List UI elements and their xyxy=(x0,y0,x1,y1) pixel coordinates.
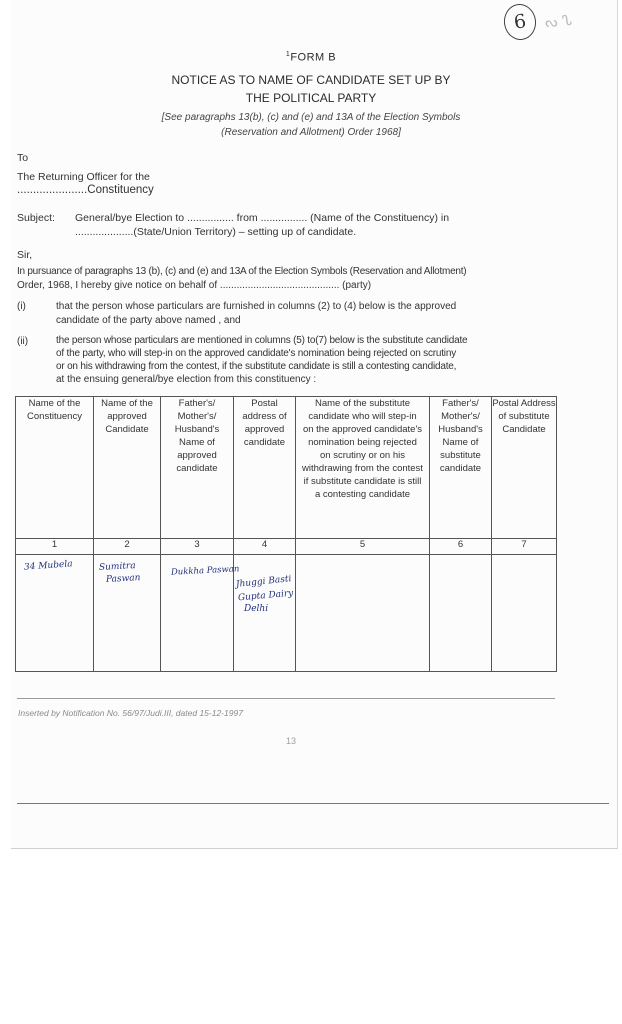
column-number: 4 xyxy=(234,539,296,555)
item-ii-line-4: at the ensuing general/bye election from this constituency : xyxy=(56,374,317,385)
bottom-rule xyxy=(17,803,609,804)
column-number: 6 xyxy=(430,539,492,555)
item-ii-line-3: or on his withdrawing from the contest, if the substitute candidate is still a contesting candidate, xyxy=(56,361,457,372)
header-substitute-address: Postal Address of substitute Candidate xyxy=(492,397,557,539)
candidate-table xyxy=(15,396,557,672)
column-number: 3 xyxy=(161,539,234,555)
handwritten-address-line-3: Delhi xyxy=(244,604,269,614)
cell-substitute-address xyxy=(492,555,557,672)
subject-line-1: General/bye Election to ................ from ................ (Name of the Constituency) in xyxy=(75,212,450,224)
header-substitute-relative: Father's/ Mother's/ Husband's Name of substitute candidate xyxy=(430,397,492,539)
header-approved-candidate: Name of the approved Candidate xyxy=(94,397,161,539)
item-i-line-2: candidate of the party above named , and xyxy=(56,315,241,326)
column-number-row xyxy=(16,539,557,555)
body-paragraph-line-2: Order, 1968, I hereby give notice on behalf of ........................................... (party) xyxy=(17,280,372,291)
subject-line-2: ....................(State/Union Territory) – setting up of candidate. xyxy=(75,226,357,238)
item-marker-i: (i) xyxy=(17,301,26,312)
printed-page-number: 13 xyxy=(286,736,297,746)
reference-line-2: (Reservation and Allotment) Order 1968] xyxy=(221,127,401,138)
footnote-rule xyxy=(17,698,555,699)
table-data-row xyxy=(16,555,557,672)
heading-line-1: NOTICE AS TO NAME OF CANDIDATE SET UP BY xyxy=(171,73,451,87)
salutation: Sir, xyxy=(17,249,33,261)
header-substitute-candidate: Name of the substitute candidate who will step-in on the approved candidate's nomination being rejected on scrutiny or on his withdrawing from the contest if substitute candidate is still a contesting candidate xyxy=(296,397,430,539)
returning-officer-line: The Returning Officer for the xyxy=(17,171,150,183)
reference-line-1: [See paragraphs 13(b), (c) and (e) and 13A of the Election Symbols xyxy=(161,112,461,123)
header-constituency: Name of the Constituency xyxy=(16,397,94,539)
cell-substitute-relative xyxy=(430,555,492,672)
header-approved-address: Postal address of approved candidate xyxy=(234,397,296,539)
handwritten-relative: Dukkha Paswan xyxy=(170,564,240,578)
subject-label: Subject: xyxy=(17,212,55,224)
handwritten-address-line-2: Gupta Dairy xyxy=(237,588,294,604)
footnote: Inserted by Notification No. 56/97/Judi.III, dated 15-12-1997 xyxy=(18,708,243,718)
handwritten-candidate-line-1: Sumitra xyxy=(98,561,136,573)
body-paragraph-line-1: In pursuance of paragraphs 13 (b), (c) and (e) and 13A of the Election Symbols (Reservation and Allotment) xyxy=(17,266,467,277)
form-title: $^1$FORM B xyxy=(285,51,337,64)
handwritten-candidate-line-2: Paswan xyxy=(105,573,141,585)
handwritten-address-line-1: Jhuggi Basti xyxy=(235,574,292,590)
heading-line-2: THE POLITICAL PARTY xyxy=(245,91,377,105)
handwritten-constituency: 34 Mubela xyxy=(23,559,73,573)
item-ii-line-2: of the party, who will step-in on the approved candidate's nomination being rejected on scrutiny xyxy=(56,348,456,359)
column-number: 2 xyxy=(94,539,161,555)
faint-marking: ᔓ ᔐ xyxy=(544,12,573,32)
item-ii-line-1: the person whose particulars are mentioned in columns (5) to(7) below is the substitute candidate xyxy=(56,335,468,346)
table-header-row xyxy=(16,397,557,539)
to-label: To xyxy=(17,152,29,164)
header-approved-relative: Father's/ Mother's/ Husband's Name of approved candidate xyxy=(161,397,234,539)
item-marker-ii: (ii) xyxy=(17,336,29,347)
column-number: 7 xyxy=(492,539,557,555)
handwritten-page-number: 6 xyxy=(502,2,539,42)
column-number: 5 xyxy=(296,539,430,555)
item-i-line-1: that the person whose particulars are furnished in columns (2) to (4) below is the approved xyxy=(56,301,457,312)
cell-substitute-candidate xyxy=(296,555,430,672)
column-number: 1 xyxy=(16,539,94,555)
constituency-line: ......................Constituency xyxy=(17,184,154,196)
